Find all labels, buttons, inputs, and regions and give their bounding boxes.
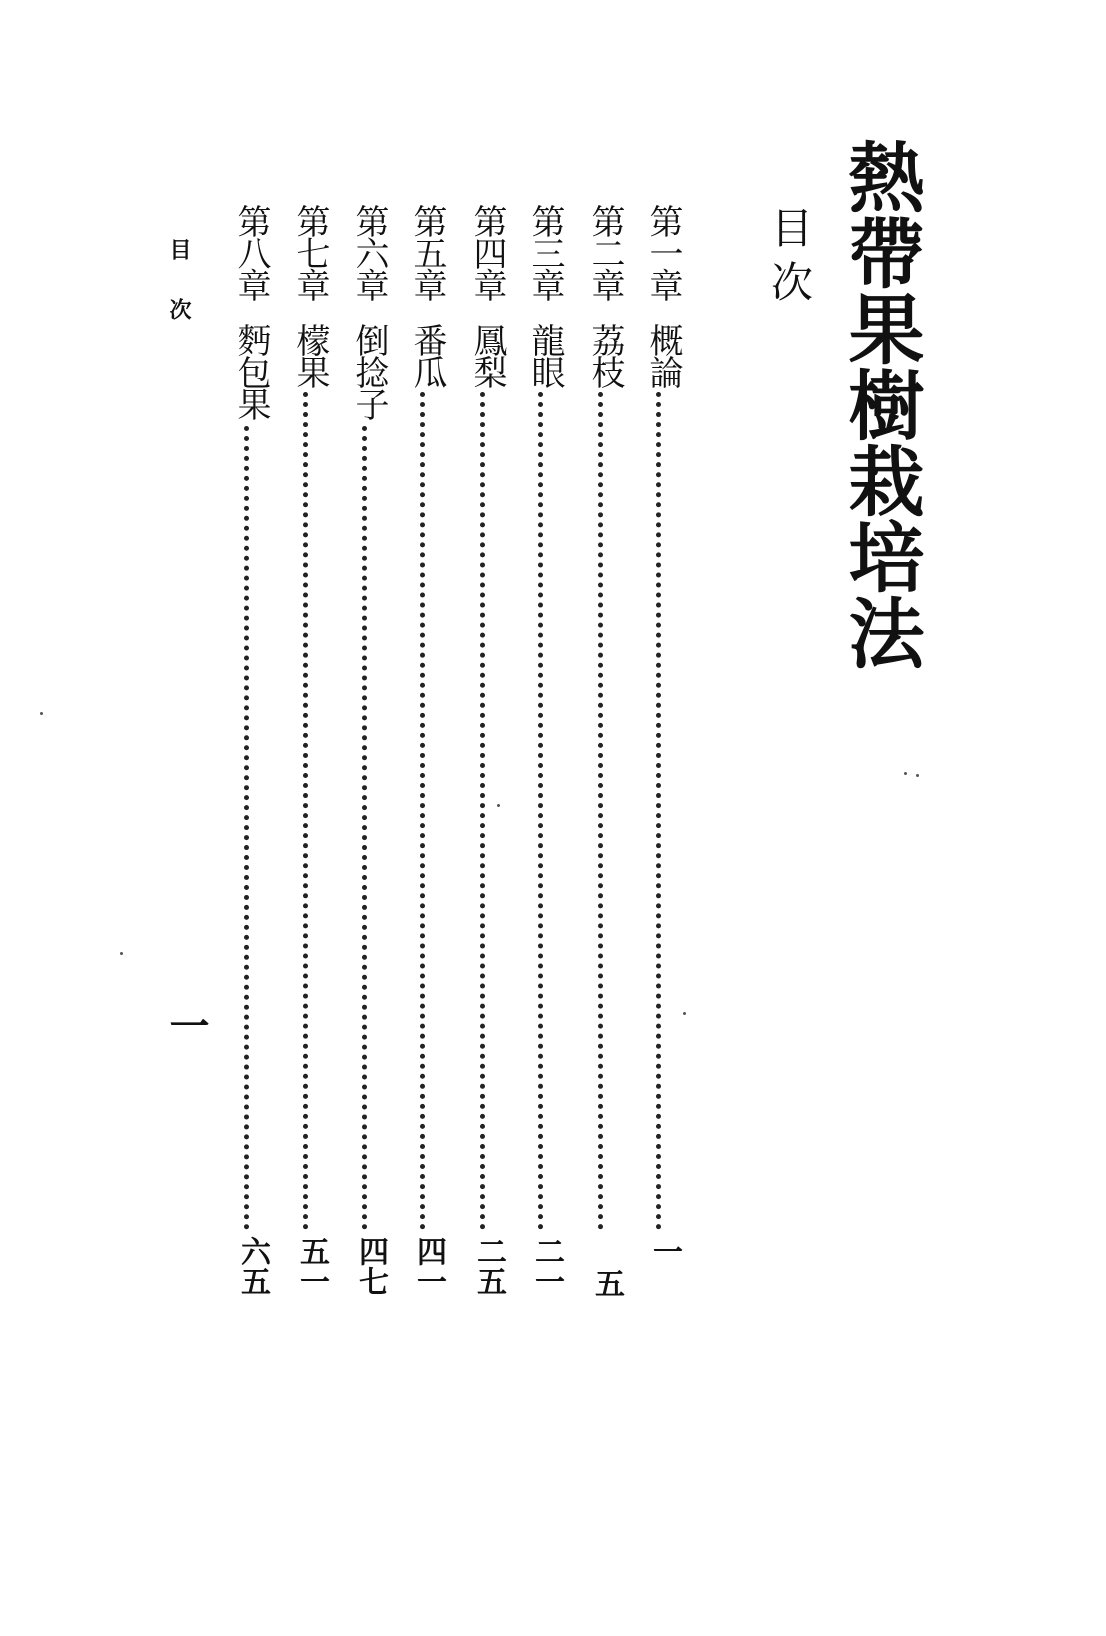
toc-entry-chapter-3[interactable] bbox=[518, 204, 565, 1364]
dot-leader bbox=[480, 392, 485, 1230]
chapter-title: 龍眼 bbox=[525, 323, 565, 387]
chapter-title: 概論 bbox=[643, 323, 683, 387]
chapter-number: 第七章 bbox=[290, 204, 330, 300]
chapter-number: 第四章 bbox=[467, 204, 507, 300]
chapter-page-number: 四一 bbox=[411, 1236, 446, 1296]
chapter-title: 荔枝 bbox=[585, 323, 625, 387]
chapter-number: 第三章 bbox=[525, 204, 565, 300]
chapter-page-number: 六五 bbox=[235, 1236, 270, 1296]
dot-leader bbox=[598, 392, 603, 1230]
chapter-page-number: 二一 bbox=[529, 1236, 564, 1296]
chapter-title: 檬果 bbox=[290, 323, 330, 387]
chapter-number: 第二章 bbox=[585, 204, 625, 300]
dot-leader bbox=[538, 392, 543, 1230]
toc-entry-chapter-8[interactable] bbox=[224, 204, 271, 1364]
print-speck bbox=[904, 772, 907, 775]
chapter-number: 第一章 bbox=[643, 204, 683, 300]
dot-leader bbox=[244, 426, 249, 1230]
print-speck bbox=[683, 1012, 686, 1015]
chapter-number: 第六章 bbox=[349, 204, 389, 300]
toc-entry-chapter-4[interactable] bbox=[460, 204, 507, 1364]
chapter-title: 倒捻子 bbox=[349, 323, 389, 419]
dot-leader bbox=[303, 392, 308, 1230]
chapter-page-number: 二五 bbox=[471, 1236, 506, 1296]
chapter-title: 番瓜 bbox=[407, 323, 447, 387]
chapter-page-number: 一 bbox=[647, 1236, 682, 1266]
chapter-page-number: 五 bbox=[589, 1268, 624, 1298]
chapter-page-number: 四七 bbox=[353, 1236, 388, 1296]
chapter-number: 第八章 bbox=[231, 204, 271, 300]
print-speck bbox=[40, 712, 43, 715]
chapter-title: 麪包果 bbox=[231, 323, 271, 419]
toc-entry-chapter-6[interactable] bbox=[342, 204, 389, 1364]
toc-heading: 目次 bbox=[765, 206, 814, 314]
toc-entry-chapter-7[interactable] bbox=[283, 204, 330, 1364]
chapter-number: 第五章 bbox=[407, 204, 447, 300]
dot-leader bbox=[656, 392, 661, 1230]
print-speck bbox=[916, 774, 919, 777]
page-folio: 一 bbox=[163, 1005, 210, 1045]
dot-leader bbox=[362, 426, 367, 1230]
chapter-page-number: 五一 bbox=[294, 1236, 329, 1296]
toc-entry-chapter-1[interactable] bbox=[636, 204, 683, 1364]
book-title: 熱帶果樹栽培法 bbox=[836, 138, 925, 670]
toc-entry-chapter-5[interactable] bbox=[400, 204, 447, 1364]
toc-entry-chapter-2[interactable] bbox=[578, 204, 625, 1364]
running-head: 目次 bbox=[166, 238, 192, 358]
print-speck bbox=[497, 804, 500, 807]
dot-leader bbox=[420, 392, 425, 1230]
chapter-title: 鳳梨 bbox=[467, 323, 507, 387]
print-speck bbox=[120, 952, 123, 955]
